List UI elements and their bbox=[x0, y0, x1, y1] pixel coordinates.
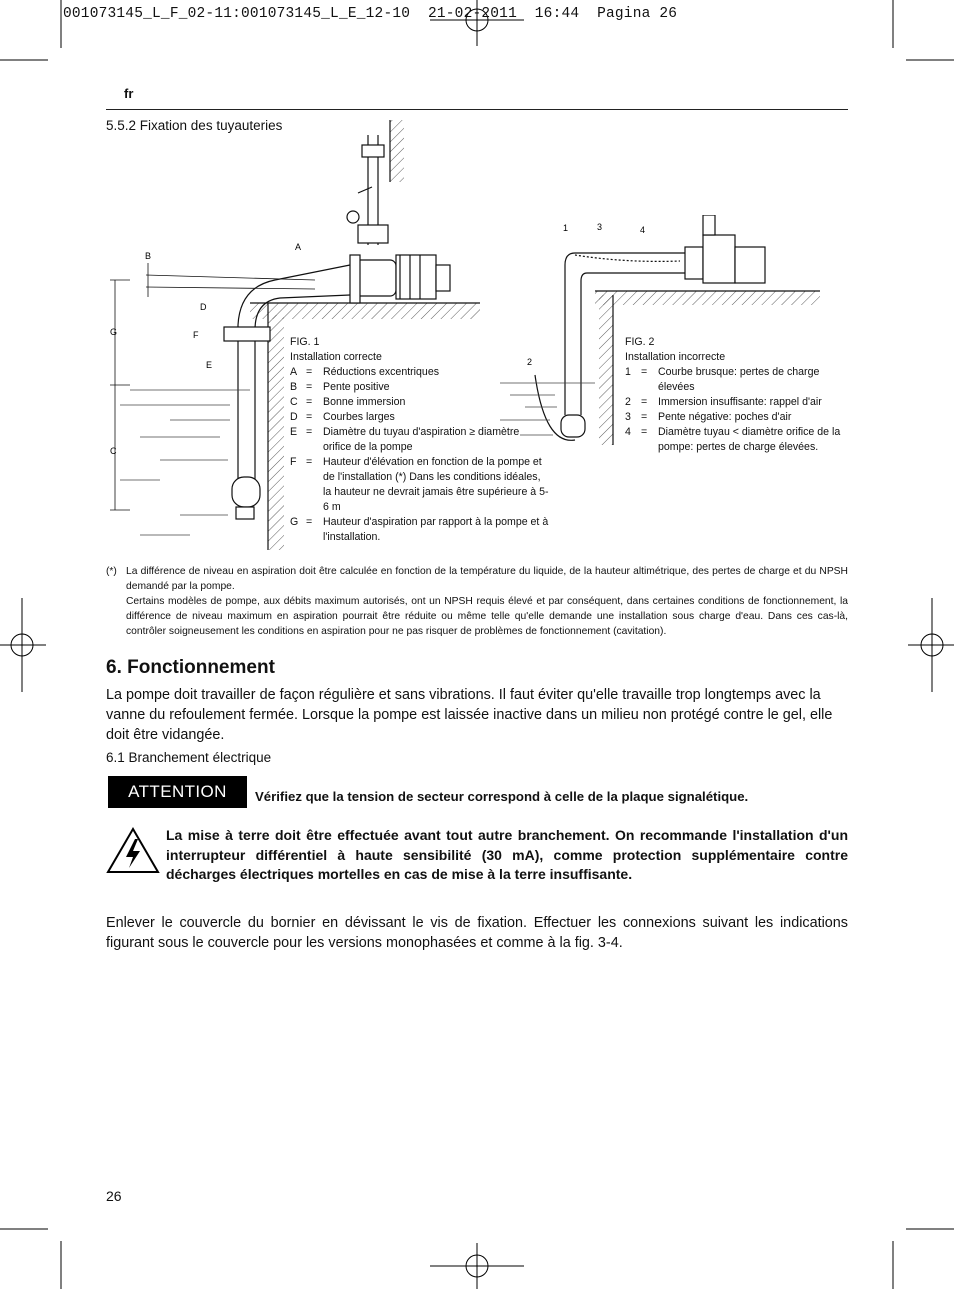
fig2-title: FIG. 2 bbox=[625, 336, 655, 348]
fig2-item: 4 = Diamètre tuyau < diamètre orifice de la pompe: pertes de charge élevées. bbox=[625, 426, 841, 453]
earthing-warning bbox=[106, 826, 848, 885]
fig2-label-3: 3 bbox=[597, 222, 603, 232]
attention-text: Vérifiez que la tension de secteur correspond à celle de la plaque signalétique. bbox=[255, 789, 749, 804]
fig2-label-2: 2 bbox=[527, 357, 533, 367]
fig1-item: E = Diamètre du tuyau d'aspiration ≥ diamètre orifice de la pompe bbox=[290, 426, 520, 453]
section-552-title: 5.5.2 Fixation des tuyauteries bbox=[106, 118, 283, 133]
fig1-subtitle: Installation correcte bbox=[290, 351, 382, 363]
header-rule bbox=[106, 109, 848, 110]
fig1-label-c: C bbox=[110, 446, 117, 456]
language-tag: fr bbox=[124, 86, 134, 101]
print-header: 001073145_L_F_02-11:001073145_L_E_12-10 21-02-2011 16:44 Pagina 26 bbox=[63, 6, 678, 22]
fig1-item: A = Réductions excentriques bbox=[290, 366, 440, 378]
fig1-item: B = Pente positive bbox=[290, 381, 390, 393]
fig2-subtitle: Installation incorrecte bbox=[625, 351, 726, 363]
attention-badge: ATTENTION bbox=[108, 776, 247, 808]
fig1-label-g: G bbox=[110, 327, 118, 337]
fig2-label-4: 4 bbox=[640, 225, 646, 235]
page-number: 26 bbox=[106, 1188, 122, 1204]
fig1-item: F = Hauteur d'élévation en fonction de la pompe et de l'installation (*) Dans les conditions idéales, la hauteur ne devrait jamais être supérieure à 5-6 m bbox=[290, 456, 549, 513]
section-6-text: La pompe doit travailler de façon régulière et sans vibrations. Il faut éviter qu'elle travaille trop longtemps avec la vanne du refoulement fermée. Lorsque la pompe est laissée inactive dans un milieu non protégé contre le gel, elle doit être vidangée. bbox=[106, 687, 833, 743]
fig1-caption bbox=[290, 335, 550, 545]
fig2-item: 3 = Pente négative: poches d'air bbox=[625, 411, 792, 423]
section-6-title: 6. Fonctionnement bbox=[106, 657, 275, 678]
footnote-mark: (*) bbox=[106, 566, 117, 577]
fig1-label-e: E bbox=[206, 360, 213, 370]
fig2-caption bbox=[625, 335, 850, 455]
electric-hazard-icon bbox=[106, 826, 160, 874]
fig1-title: FIG. 1 bbox=[290, 336, 320, 348]
earthing-warning-text: La mise à terre doit être effectuée avant tout autre branchement. On recommande l'installation d'un interrupteur différentiel à haute sensibilité (30 mA), comme protection supplémentaire contre décharges électriques mortelles en cas de mise à la terre insuffisante. bbox=[166, 827, 848, 882]
footnote-p1: La différence de niveau en aspiration doit être calculée en fonction de la température du liquide, de la hauteur altimétrique, des pertes de charge et du NPSH demandé par la pompe. bbox=[126, 566, 848, 592]
fig1-label-a: A bbox=[295, 242, 302, 252]
fig1-label-d: D bbox=[200, 302, 207, 312]
footnote-p2: Certains modèles de pompe, aux débits maximum autorisés, ont un NPSH requis élevé et par conséquent, dans certaines conditions de fonctionnement, la différence de niveau maximum en aspiration pourrait être réduite ou même telle qu'elle demande une installation sous charge d'eau. Dans ces cas-là, contrôler soigneusement les conditions en aspiration pour ne pas risquer de problèmes de fonctionnement (cavitation). bbox=[126, 596, 848, 637]
fig1-item: G = Hauteur d'aspiration par rapport à la pompe et à l'installation. bbox=[290, 516, 549, 543]
fig1-item: C = Bonne immersion bbox=[290, 396, 406, 408]
section-61-title: 6.1 Branchement électrique bbox=[106, 750, 272, 765]
fig2-item: 1 = Courbe brusque: pertes de charge élevées bbox=[625, 366, 820, 393]
fig1-item: D = Courbes larges bbox=[290, 411, 395, 423]
fig1-label-b: B bbox=[145, 251, 152, 261]
cover-instructions: Enlever le couvercle du bornier en dévissant le vis de fixation. Effectuer les connexions suivant les indications figurant sous le couvercle pour les versions monophasées et comme à la fig. 3-4. bbox=[106, 915, 848, 951]
fig1-label-f: F bbox=[193, 330, 199, 340]
fig2-label-1: 1 bbox=[563, 223, 569, 233]
footnote bbox=[106, 564, 848, 639]
fig2-item: 2 = Immersion insuffisante: rappel d'air bbox=[625, 396, 822, 408]
